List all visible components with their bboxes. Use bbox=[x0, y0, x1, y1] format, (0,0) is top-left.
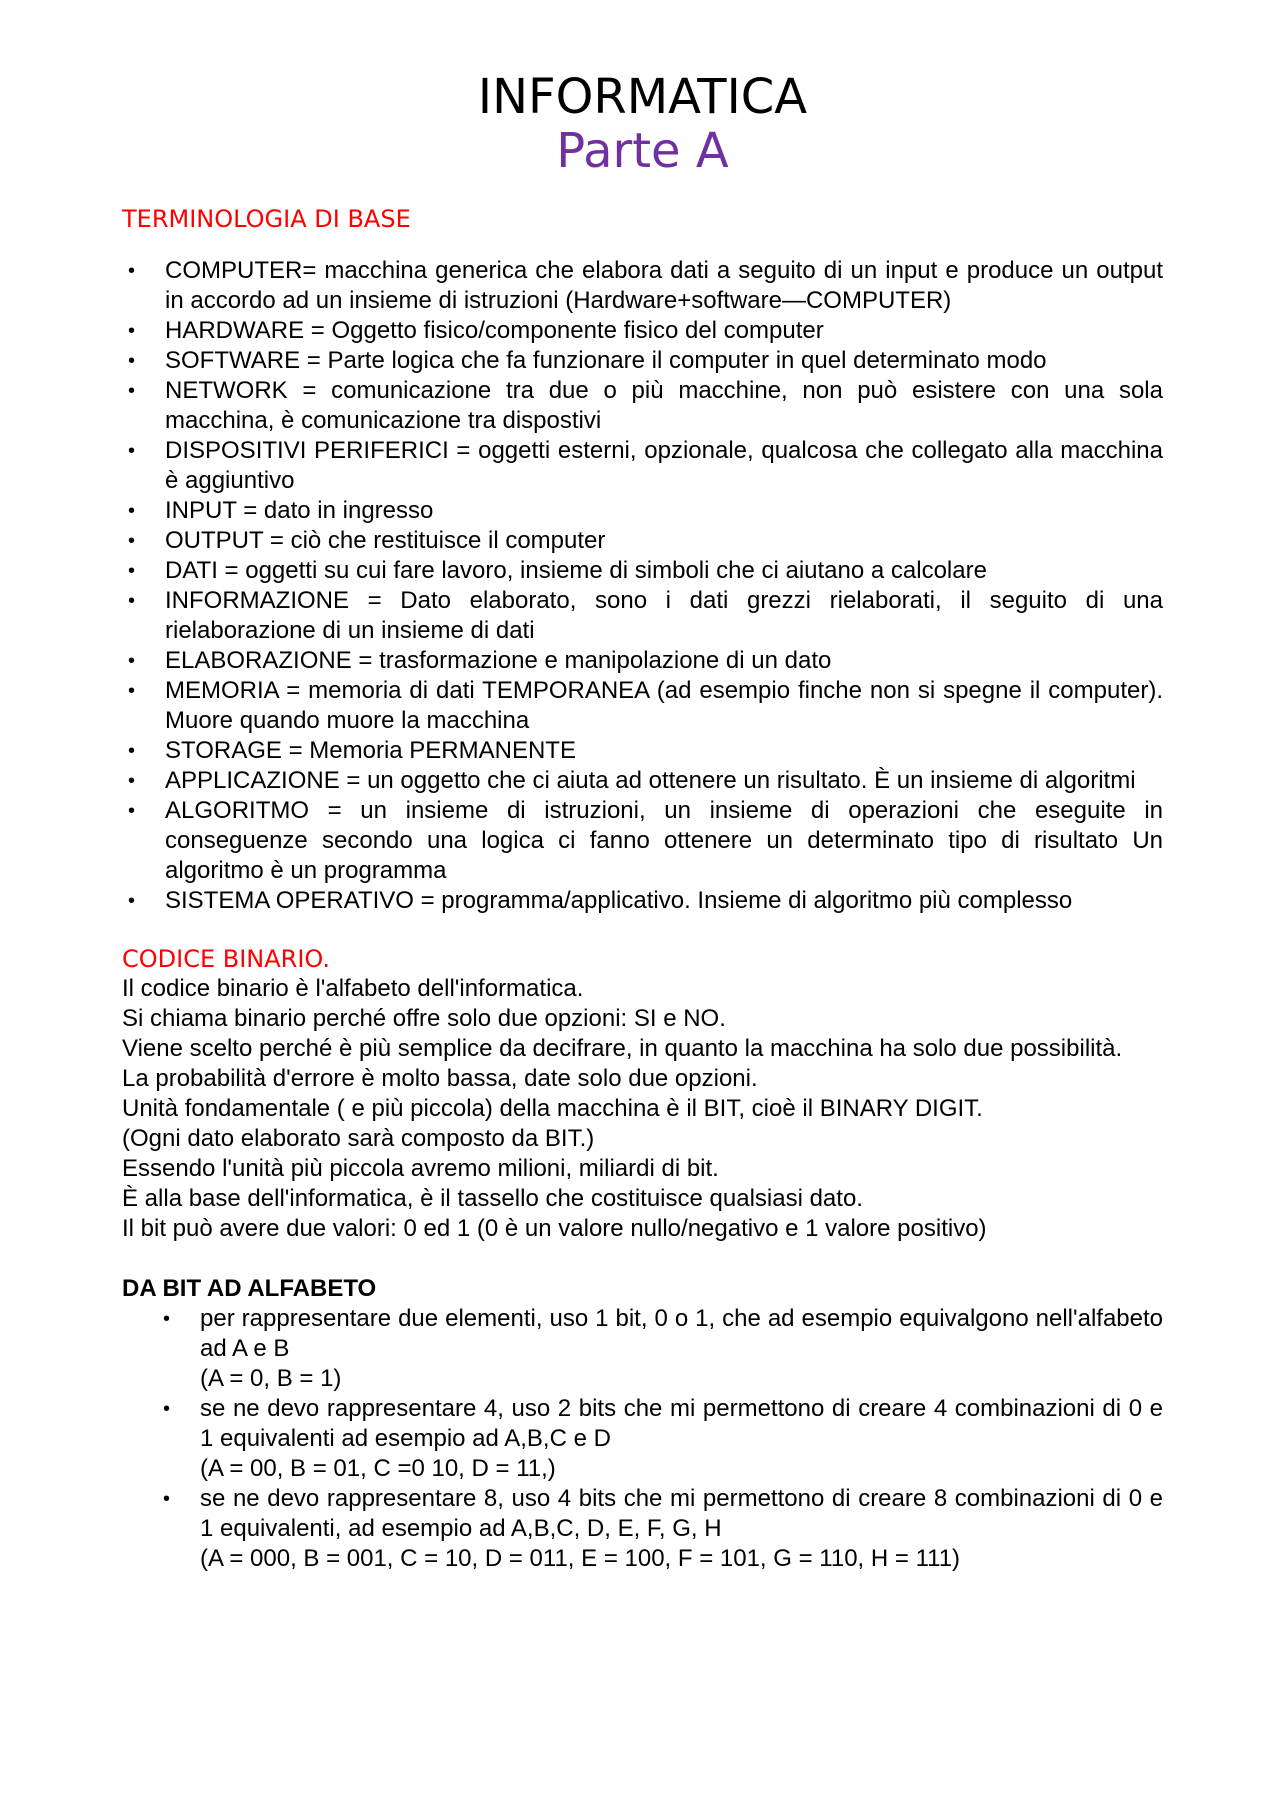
bullet-icon: • bbox=[128, 380, 136, 402]
bullet-icon: • bbox=[128, 320, 136, 342]
section-heading-binary-code: CODICE BINARIO. bbox=[122, 945, 330, 973]
list-item bbox=[122, 736, 1163, 766]
list-item-text: ELABORAZIONE = trasformazione e manipolazione di un dato bbox=[165, 647, 832, 674]
section-heading-terminology: TERMINOLOGIA DI BASE bbox=[122, 205, 411, 233]
list-item-text: se ne devo rappresentare 4, uso 2 bits che mi permettono di creare 4 combinazioni di 0 e 1 equivalenti ad esempio ad A,B,C e D bbox=[200, 1395, 1163, 1452]
list-item bbox=[122, 376, 1163, 436]
list-item bbox=[122, 886, 1163, 916]
list-item-text: OUTPUT = ciò che restituisce il computer bbox=[165, 527, 606, 554]
bullet-icon: • bbox=[128, 680, 136, 702]
list-item-text: APPLICAZIONE = un oggetto che ci aiuta ad ottenere un risultato. È un insieme di algoritmi bbox=[165, 767, 1136, 794]
bullet-icon: • bbox=[128, 440, 136, 462]
list-item bbox=[122, 646, 1163, 676]
paragraph: Unità fondamentale ( e più piccola) della macchina è il BIT, cioè il BINARY DIGIT. bbox=[122, 1095, 983, 1122]
list-item-text: INPUT = dato in ingresso bbox=[165, 497, 434, 524]
list-item-example: (A = 0, B = 1) bbox=[200, 1365, 342, 1392]
paragraph: È alla base dell'informatica, è il tassello che costituisce qualsiasi dato. bbox=[122, 1185, 863, 1212]
paragraph: Viene scelto perché è più semplice da decifrare, in quanto la macchina ha solo due possibilità. bbox=[122, 1035, 1123, 1062]
list-item bbox=[122, 676, 1163, 736]
paragraph: Il codice binario è l'alfabeto dell'informatica. bbox=[122, 975, 584, 1002]
paragraph: Essendo l'unità più piccola avremo milioni, miliardi di bit. bbox=[122, 1155, 719, 1182]
list-item-text: SOFTWARE = Parte logica che fa funzionare il computer in quel determinato modo bbox=[165, 347, 1047, 374]
document-title: INFORMATICA bbox=[477, 69, 808, 125]
bullet-icon: • bbox=[128, 590, 136, 612]
bullet-icon: • bbox=[128, 770, 136, 792]
list-item bbox=[122, 556, 1163, 586]
bullet-icon: • bbox=[163, 1488, 171, 1510]
list-item-text: DISPOSITIVI PERIFERICI = oggetti esterni, opzionale, qualcosa che collegato alla macchina è aggiuntivo bbox=[165, 437, 1163, 494]
bullet-icon: • bbox=[128, 260, 136, 282]
list-item bbox=[122, 346, 1163, 376]
list-item bbox=[122, 256, 1163, 316]
list-item bbox=[122, 1484, 1163, 1574]
bit-alphabet-list bbox=[122, 1304, 1163, 1574]
list-item-example: (A = 00, B = 01, C =0 10, D = 11,) bbox=[200, 1455, 556, 1482]
list-item bbox=[122, 316, 1163, 346]
list-item-text: INFORMAZIONE = Dato elaborato, sono i dati grezzi rielaborati, il seguito di una rielaborazione di un insieme di dati bbox=[165, 587, 1163, 644]
paragraph: Si chiama binario perché offre solo due opzioni: SI e NO. bbox=[122, 1005, 726, 1032]
list-item-text: SISTEMA OPERATIVO = programma/applicativo. Insieme di algoritmo più complesso bbox=[165, 887, 1073, 914]
list-item bbox=[122, 1394, 1163, 1484]
list-item-text: se ne devo rappresentare 8, uso 4 bits che mi permettono di creare 8 combinazioni di 0 e 1 equivalenti, ad esempio ad A,B,C, D, E, F, G, H bbox=[200, 1485, 1163, 1542]
paragraph: (Ogni dato elaborato sarà composto da BIT.) bbox=[122, 1125, 595, 1152]
list-item bbox=[122, 436, 1163, 496]
list-item bbox=[122, 766, 1163, 796]
terminology-list bbox=[122, 256, 1163, 916]
bullet-icon: • bbox=[163, 1308, 171, 1330]
bullet-icon: • bbox=[128, 740, 136, 762]
bullet-icon: • bbox=[128, 530, 136, 552]
paragraph: La probabilità d'errore è molto bassa, date solo due opzioni. bbox=[122, 1065, 758, 1092]
list-item bbox=[122, 796, 1163, 886]
list-item-text: ALGORITMO = un insieme di istruzioni, un insieme di operazioni che eseguite in conseguenze secondo una logica ci fanno ottenere un determinato tipo di risultato Un algoritmo è un programma bbox=[165, 797, 1163, 884]
list-item-example: (A = 000, B = 001, C = 10, D = 011, E = 100, F = 101, G = 110, H = 111) bbox=[200, 1545, 961, 1572]
bullet-icon: • bbox=[128, 890, 136, 912]
list-item-text: DATI = oggetti su cui fare lavoro, insieme di simboli che ci aiutano a calcolare bbox=[165, 557, 987, 584]
list-item-text: HARDWARE = Oggetto fisico/componente fisico del computer bbox=[165, 317, 824, 344]
document-subtitle: Parte A bbox=[556, 123, 729, 179]
bullet-icon: • bbox=[163, 1398, 171, 1420]
list-item-text: NETWORK = comunicazione tra due o più macchine, non può esistere con una sola macchina, è comunicazione tra dispostivi bbox=[165, 377, 1163, 434]
paragraph: Il bit può avere due valori: 0 ed 1 (0 è un valore nullo/negativo e 1 valore positivo) bbox=[122, 1215, 987, 1242]
list-item bbox=[122, 526, 1163, 556]
list-item-text: per rappresentare due elementi, uso 1 bit, 0 o 1, che ad esempio equivalgono nell'alfabeto ad A e B bbox=[200, 1305, 1163, 1362]
list-item-text: STORAGE = Memoria PERMANENTE bbox=[165, 737, 576, 764]
bullet-icon: • bbox=[128, 560, 136, 582]
list-item bbox=[122, 586, 1163, 646]
bullet-icon: • bbox=[128, 650, 136, 672]
section-heading-bit-alphabet: DA BIT AD ALFABETO bbox=[122, 1275, 377, 1302]
bullet-icon: • bbox=[128, 350, 136, 372]
list-item bbox=[122, 1304, 1163, 1394]
list-item-text: MEMORIA = memoria di dati TEMPORANEA (ad esempio finche non si spegne il computer). Muore quando muore la macchina bbox=[165, 677, 1163, 734]
list-item bbox=[122, 496, 1163, 526]
list-item-text: COMPUTER= macchina generica che elabora dati a seguito di un input e produce un output in accordo ad un insieme di istruzioni (Hardware+software—COMPUTER) bbox=[165, 257, 1163, 314]
bullet-icon: • bbox=[128, 500, 136, 522]
bullet-icon: • bbox=[128, 800, 136, 822]
